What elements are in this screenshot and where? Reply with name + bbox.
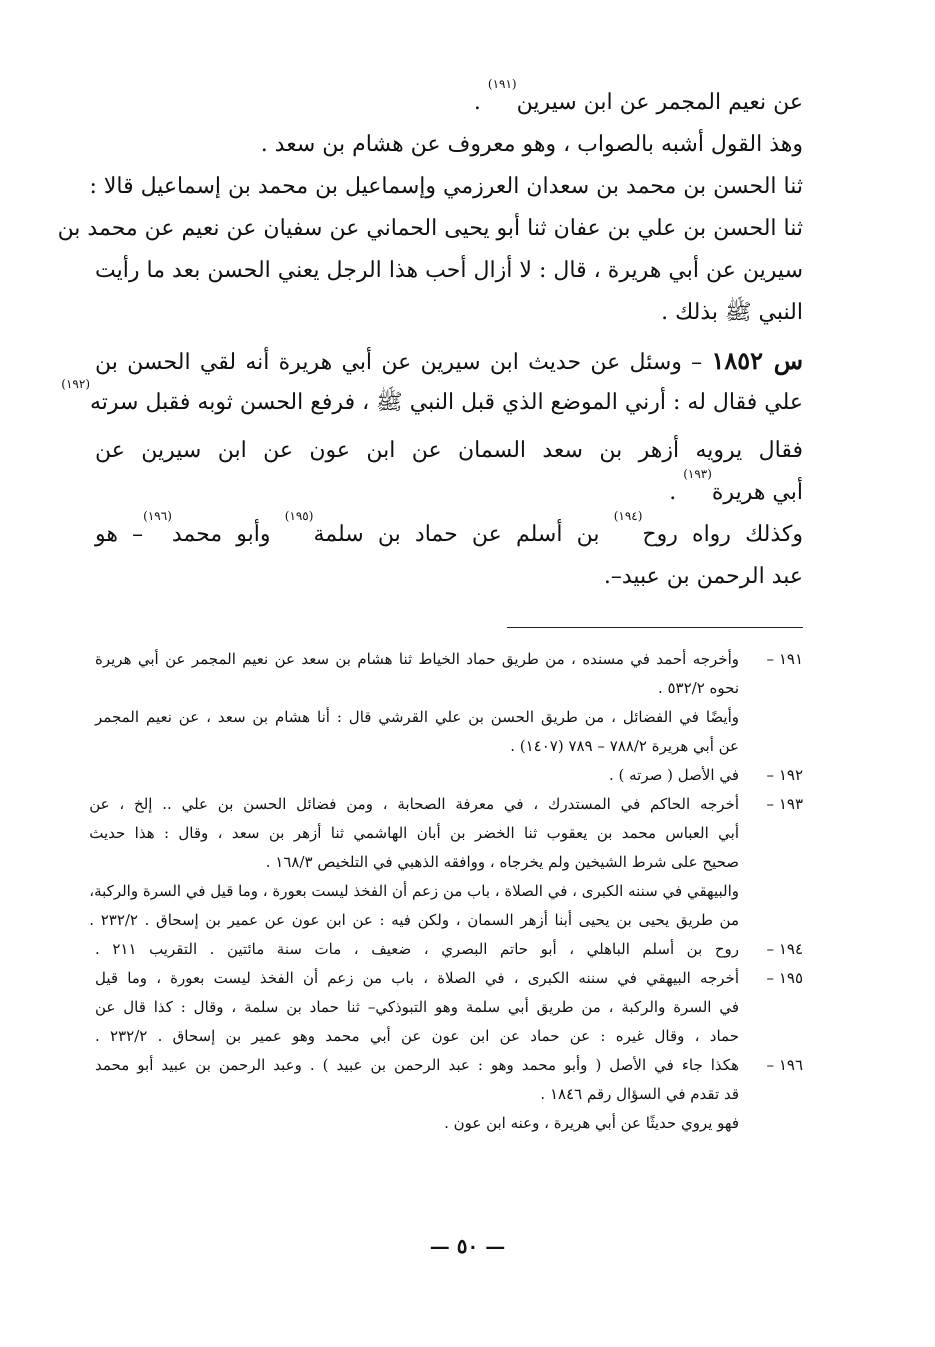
text-line <box>57 208 803 250</box>
text-segment: سيرين عن أبي هريرة ، قال : لا أزال أحب هذا الرجل يعني الحسن بعد ما رأيت <box>95 258 803 283</box>
footnote-ref: (١٩٢) <box>61 377 90 391</box>
footnote-line: في الأصل ( صرته ) . <box>608 766 739 784</box>
footnote-line: أخرجه البيهقي في سننه الكبرى ، في الصلاة ، باب من زعم أن الفخذ ليست بعورة ، وما قيل <box>95 969 739 987</box>
text-line <box>95 430 803 472</box>
text-line <box>95 77 803 124</box>
footnote-ref: (١٩٣) <box>683 467 712 481</box>
text-segment: النبي ﷺ بذلك . <box>661 300 803 325</box>
text-segment: عبد الرحمن بن عبيد–. <box>603 564 803 589</box>
text-line <box>95 124 803 166</box>
footnote-body <box>95 645 739 761</box>
text-line <box>95 467 803 514</box>
footnote-line: وأخرجه أحمد في مسنده ، من طريق حماد الخياط ثنا هشام بن سعد عن نعيم المجمر عن أبي هريرة <box>95 650 739 668</box>
footnote <box>95 761 803 790</box>
text-segment: وهذ القول أشبه بالصواب ، وهو معروف عن هشام بن سعد . <box>260 132 803 157</box>
text-segment: فقال يرويه أزهر بن سعد السمان عن ابن عون عن ابن سيرين عن <box>95 438 803 463</box>
text-line <box>95 292 803 334</box>
text-line <box>89 166 803 208</box>
text-line <box>61 377 803 424</box>
footnote-line: فهو يروي حديثًا عن أبي هريرة ، وعنه ابن عون . <box>444 1114 739 1132</box>
footnote-line: قد تقدم في السؤال رقم ١٨٤٦ . <box>540 1085 739 1103</box>
footnote-number: ١٩٤ – <box>766 940 803 958</box>
footnote-line: في السرة والركبة ، من طريق أبي سلمة وهو التبوذكي– ثنا حماد بن سلمة ، وقال : كذا قال عن <box>95 998 739 1016</box>
text-segment: – وسئل عن حديث ابن سيرين عن أبي هريرة أنه لقي الحسن بن <box>95 350 712 375</box>
footnote-number: ١٩٦ – <box>766 1056 803 1074</box>
footnote <box>95 1051 803 1138</box>
footnote <box>89 790 803 935</box>
footnote-line: وأيضًا في الفضائل ، من طريق الحسن بن علي القرشي قال : أنا هشام بن سعد ، عن نعيم المجمر <box>95 708 739 726</box>
text-line <box>95 340 803 382</box>
footnotes <box>89 645 803 1138</box>
text-segment: ثنا الحسن بن علي بن عفان ثنا أبو يحيى الحماني عن سفيان عن نعيم عن محمد بن <box>57 216 803 241</box>
footnote <box>95 964 803 1051</box>
footnote-separator <box>507 627 803 628</box>
footnote-line: أخرجه الحاكم في المستدرك ، في معرفة الصحابة ، ومن فضائل الحسن بن علي .. إلخ ، عن <box>89 795 739 813</box>
footnote-line: صحيح على شرط الشيخين ولم يخرجاه ، ووافقه الذهبي في التلخيص ١٦٨/٣ . <box>265 853 739 871</box>
question-number: س ١٨٥٢ <box>711 346 804 375</box>
footnote-body <box>89 790 739 935</box>
footnote-number: ١٩٣ – <box>766 795 803 813</box>
footnote-body <box>95 761 739 790</box>
text-line <box>95 509 803 556</box>
footnote-number: ١٩٥ – <box>766 969 803 987</box>
footnote-number: ١٩١ – <box>766 650 803 668</box>
footnote-line: من طريق يحيى بن يحيى أبنا أزهر السمان ، ولكن فيه : عن ابن عون عن عمير بن إسحاق . ٢٣٢/٢ . <box>89 911 739 929</box>
footnote-line: عن أبي هريرة ٧٨٨/٢ – ٧٨٩ (١٤٠٧) . <box>510 737 739 755</box>
footnote-line: والبيهقي في سننه الكبرى ، في الصلاة ، باب من زعم أن الفخذ ليست بعورة ، وما قيل في السرة والركبة، <box>89 882 739 900</box>
footnote <box>95 645 803 761</box>
footnote-body <box>95 964 739 1051</box>
text-segment: أبي هريرة <box>711 480 803 505</box>
footnote <box>95 935 803 964</box>
footnote-ref: (١٩١) <box>487 77 517 91</box>
footnote-line: روح بن أسلم الباهلي ، أبو حاتم البصري ، ضعيف ، مات سنة مائتين . التقريب ٢١١ . <box>95 940 740 958</box>
text-line <box>95 250 803 292</box>
footnote-line: هكذا جاء في الأصل ( وأبو محمد وهو : عبد الرحمن بن عبيد ) . وعبد الرحمن بن عبيد أبو محمد <box>95 1056 739 1074</box>
text-segment: . <box>669 480 684 505</box>
text-segment: – هو <box>95 522 144 547</box>
text-segment: . <box>473 90 488 115</box>
footnote-number: ١٩٢ – <box>766 766 803 784</box>
footnote-body <box>95 935 739 964</box>
text-segment: وأبو محمد <box>171 522 285 547</box>
footnote-ref: (١٩٦) <box>143 509 172 523</box>
footnote-ref: (١٩٥) <box>284 509 314 523</box>
page-number: — ٥٠ — <box>429 1234 506 1258</box>
main-text <box>57 77 804 598</box>
text-segment: ثنا الحسن بن محمد بن سعدان العرزمي وإسماعيل بن محمد بن إسماعيل قالا : <box>89 174 803 199</box>
footnote-ref: (١٩٤) <box>613 509 643 523</box>
footnote-line: أبي العباس محمد بن يعقوب ثنا الخضر بن أبان الهاشمي ثنا أزهر بن سعد ، وقال : هذا حديث <box>89 824 739 842</box>
text-segment: بن أسلم عن حماد بن سلمة <box>313 522 614 547</box>
text-segment: علي فقال له : أرني الموضع الذي قبل النبي ﷺ ، فرفع الحسن ثوبه فقبل سرته <box>90 390 803 415</box>
footnote-line: حماد ، وقال غيره : عن حماد عن ابن عون عن أبي محمد وهو عمير بن إسحاق . ٢٣٢/٢ . <box>95 1027 739 1045</box>
text-line <box>95 556 803 598</box>
footnote-body <box>95 1051 739 1138</box>
text-segment: وكذلك رواه روح <box>642 522 803 547</box>
text-segment: عن نعيم المجمر عن ابن سيرين <box>516 90 803 115</box>
footnote-line: نحوه ٥٣٢/٢ . <box>657 679 739 697</box>
